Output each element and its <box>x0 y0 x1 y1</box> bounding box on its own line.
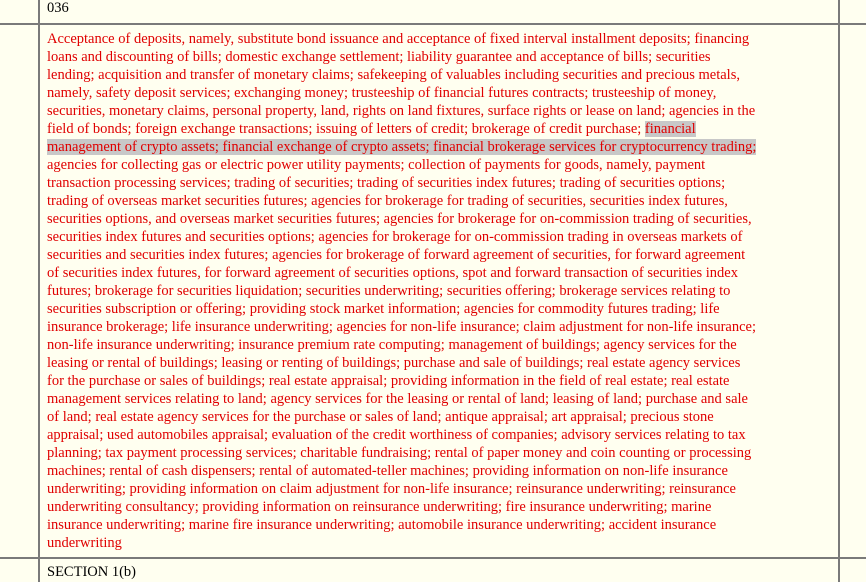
goods-text-segment: Acceptance of deposits, namely, substitute bond issuance and acceptance of fixed interval installment deposits; financing <box>47 31 750 47</box>
highlighted-text: financial <box>644 121 696 137</box>
goods-text-segment: securities subscription or offering; providing stock market information; agencies for commodity futures trading; life <box>47 301 720 317</box>
goods-text-segment: namely, safety deposit services; exchanging money; trusteeship of financial futures contracts; trusteeship of money, <box>47 85 717 101</box>
goods-line <box>47 84 756 102</box>
goods-text-segment: field of bonds; foreign exchange transactions; issuing of letters of credit; brokerage of credit purchase; <box>47 121 645 137</box>
goods-text-segment: leasing or rental of buildings; leasing or renting of buildings; purchase and sale of buildings; real estate agency services <box>47 355 741 371</box>
goods-line <box>47 318 756 336</box>
goods-line <box>47 102 756 120</box>
goods-line <box>47 300 756 318</box>
goods-line <box>47 534 756 552</box>
row-divider-top <box>0 23 866 25</box>
goods-line <box>47 174 756 192</box>
goods-line <box>47 66 756 84</box>
goods-line <box>47 120 756 138</box>
goods-line <box>47 282 756 300</box>
goods-line <box>47 48 756 66</box>
goods-text-segment: of land; real estate agency services for the purchase or sales of land; antique appraisal; art appraisal; precious stone <box>47 409 714 425</box>
goods-line <box>47 210 756 228</box>
goods-text-segment: underwriting consultancy; providing information on reinsurance underwriting; fire insurance underwriting; marine <box>47 499 712 515</box>
goods-line <box>47 156 756 174</box>
column-divider <box>38 0 40 582</box>
goods-text-segment: transaction processing services; trading of securities; trading of securities index futures; trading of securities options; <box>47 175 726 191</box>
goods-text-segment: lending; acquisition and transfer of monetary claims; safekeeping of valuables including securities and precious metals, <box>47 67 740 83</box>
goods-text-segment: insurance underwriting; marine fire insurance underwriting; automobile insurance underwriting; accident insurance <box>47 517 717 533</box>
goods-line <box>47 372 756 390</box>
right-border <box>838 0 840 582</box>
goods-text-segment: agencies for collecting gas or electric power utility payments; collection of payments for goods, namely, payment <box>47 157 706 173</box>
goods-text-segment: of securities index futures, for forward agreement of securities options, spot and forward transaction of securities index <box>47 265 738 281</box>
goods-line <box>47 426 756 444</box>
highlighted-text: management of crypto assets; financial exchange of crypto assets; financial brokerage services for cryptocurrency trading; <box>47 139 757 155</box>
goods-text-segment: securities and securities index futures; agencies for brokerage of forward agreement of securities, for forward agreement <box>47 247 746 263</box>
goods-line <box>47 408 756 426</box>
class-number-cell: 036 <box>47 0 69 16</box>
goods-text-segment: futures; brokerage for securities liquidation; securities underwriting; securities offering; brokerage services relating to <box>47 283 731 299</box>
goods-text-segment: loans and discounting of bills; domestic exchange settlement; liability guarantee and acceptance of bills; securities <box>47 49 711 65</box>
goods-text-segment: securities index futures and securities options; agencies for brokerage for on-commission trading in overseas markets of <box>47 229 743 245</box>
goods-text-segment: trading of overseas market securities futures; agencies for brokerage for trading of securities, securities index futures, <box>47 193 728 209</box>
goods-line <box>47 192 756 210</box>
goods-line <box>47 228 756 246</box>
goods-line <box>47 516 756 534</box>
goods-line <box>47 30 756 48</box>
goods-text-segment: underwriting <box>47 535 122 551</box>
goods-line <box>47 138 756 156</box>
goods-line <box>47 390 756 408</box>
goods-text-segment: planning; tax payment processing services; charitable fundraising; rental of paper money and coin counting or processing <box>47 445 752 461</box>
goods-text-segment: underwriting; providing information on claim adjustment for non-life insurance; reinsurance underwriting; reinsurance <box>47 481 736 497</box>
goods-text-segment: appraisal; used automobiles appraisal; evaluation of the credit worthiness of companies; advisory services relating to tax <box>47 427 746 443</box>
goods-text-segment: non-life insurance underwriting; insurance premium rate computing; management of buildings; agency services for the <box>47 337 737 353</box>
goods-text-segment: securities, monetary claims, personal property, land, rights on land fixtures, surface rights or lease on land; agencies in the <box>47 103 756 119</box>
goods-line <box>47 480 756 498</box>
goods-line <box>47 336 756 354</box>
goods-line <box>47 354 756 372</box>
goods-text-segment: for the purchase or sales of buildings; real estate appraisal; providing information in the field of real estate; real estate <box>47 373 730 389</box>
goods-line <box>47 498 756 516</box>
section-label-cell: SECTION 1(b) <box>47 564 137 580</box>
goods-services-text <box>47 30 756 552</box>
goods-line <box>47 264 756 282</box>
goods-line <box>47 444 756 462</box>
goods-text-segment: securities options, and overseas market securities futures; agencies for brokerage for on-commission trading of securities, <box>47 211 752 227</box>
goods-line <box>47 246 756 264</box>
goods-text-segment: management services relating to land; agency services for the leasing or rental of land; leasing of land; purchase and sale <box>47 391 748 407</box>
goods-text-segment: insurance brokerage; life insurance underwriting; agencies for non-life insurance; claim adjustment for non-life insurance; <box>47 319 757 335</box>
row-divider-bottom <box>0 557 866 559</box>
goods-text-segment: machines; rental of cash dispensers; rental of automated-teller machines; providing information on non-life insurance <box>47 463 728 479</box>
goods-line <box>47 462 756 480</box>
